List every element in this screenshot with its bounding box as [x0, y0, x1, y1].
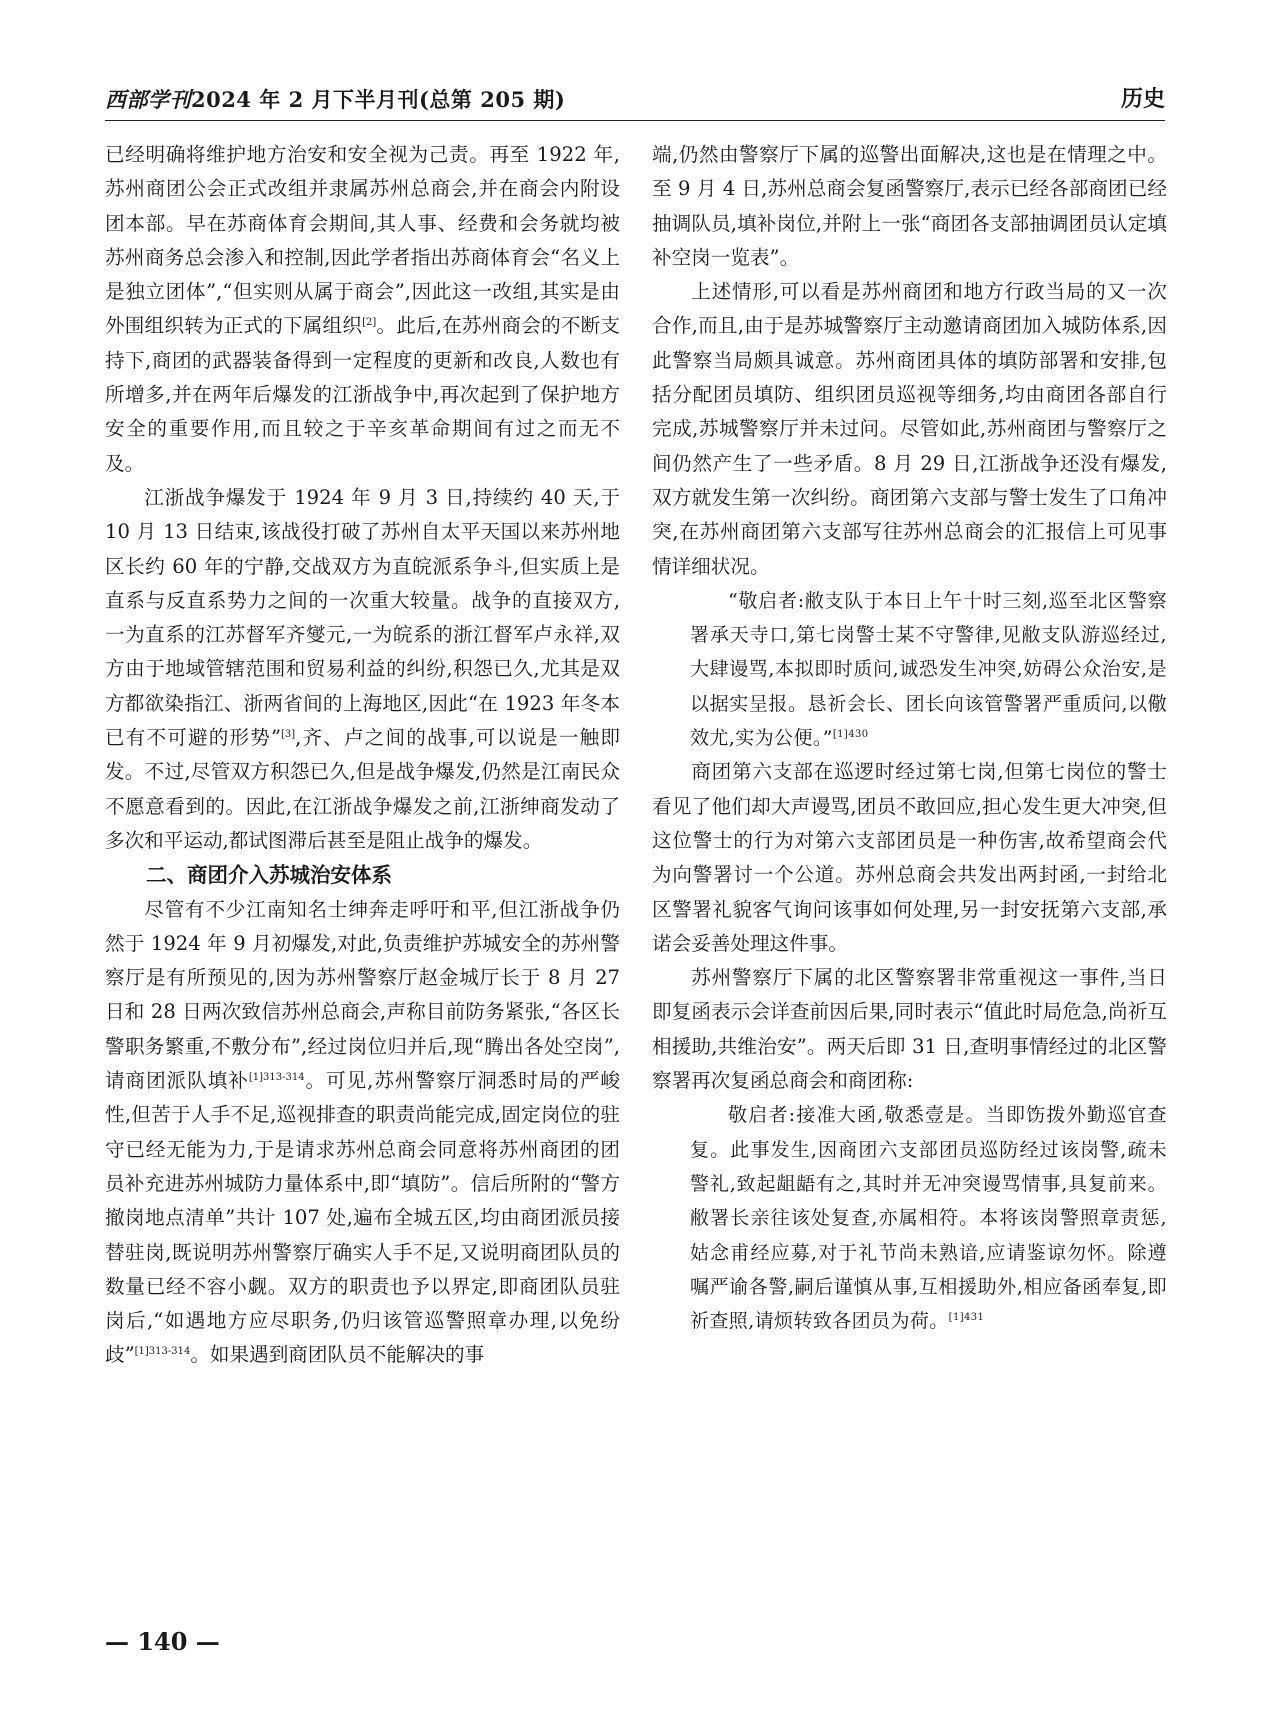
header-divider	[105, 120, 1165, 121]
paragraph: 已经明确将维护地方治安和安全视为己责。再至 1922 年,苏州商团公会正式改组并隶属苏州总商会,并在商会内附设团本部。早在苏商体育会期间,其人事、经费和会务就均被苏州商务总会渗入和控制,因此学者指出苏商体育会“名义上是独立团体”,“但实则从属于商会”,因此这一改组,其实是由外围组织转为正式的下属组织[2]。此后,在苏州商会的不断支持下,商团的武器装备得到一定程度的更新和改良,人数也有所增多,并在两年后爆发的江浙战争中,再次起到了保护地方安全的重要作用,而且较之于辛亥革命期间有过之而无不及。	[105, 143, 620, 475]
paragraph: 尽管有不少江南知名士绅奔走呼吁和平,但江浙战争仍然于 1924 年 9 月初爆发,对此,负责维护苏城安全的苏州警察厅是有所预见的,因为苏州警察厅赵金城厅长于 8 月 27 日和 28 日两次致信苏州总商会,声称目前防务紧张,“各区长警职务繁重,不敷分布”,经过岗位归并后,现“腾出各处空岗”,请商团派队填补$^{[1]313-314}$。可见,苏州警察厅洞悉时局的严峻性,但苦于人手不足,巡视排查的职责尚能完成,固定岗位的驻守已经无能为力,于是请求苏州总商会同意将苏州商团的团员补充进苏州城防力量体系中,即“填防”。信后所附的“警方撤岗地点清单”共计 107 处,遍布全城五区,均由商团派员接替驻岗,既说明苏州警察厅确实人手不足,又说明商团队员的数量已经不容小觑。双方的职责也予以界定,即商团队员驻岗后,“如遇地方应尽职务,仍归该管巡警照章办理,以免纷歧”$^{[1]313-314}$。如果遇到商团队员不能解决的事	[105, 897, 621, 1367]
citation-ref: [1]430	[832, 729, 869, 741]
paragraph: 商团第六支部在巡逻时经过第七岗,但第七岗位的警士看见了他们却大声谩骂,团员不敢回应,担心发生更大冲突,但这位警士的行为对第六支部团员是一种伤害,故希望商会代为向警署讨一个公道。苏州总商会共发出两封函,一封给北区警署礼貌客气询问该事如何处理,另一封安抚第六支部,承诺会妥善处理这件事。	[652, 760, 1167, 955]
citation-ref: [1]313-314	[134, 1346, 191, 1358]
paragraph: 江浙战争爆发于 1924 年 9 月 3 日,持续约 40 天,于 10 月 13 日结束,该战役打破了苏州自太平天国以来苏州地区长约 60 年的宁静,交战双方为直皖派系争斗,但实质上是直系与反直系势力之间的一次重大较量。战争的直接双方,一为直系的江苏督军齐燮元,一为皖系的浙江督军卢永祥,双方由于地域管辖范围和贸易利益的纠纷,积怨已久,尤其是双方都欲染指江、浙两省间的上海地区,因此“在 1923 年冬本已有不可避的形势”[3],齐、卢之间的战事,可以说是一触即发。不过,尽管双方积怨已久,但是战争爆发,仍然是江南民众不愿意看到的。因此,在江浙战争爆发之前,江浙绅商发动了多次和平运动,都试图滞后甚至是阻止战争的爆发。	[105, 485, 620, 852]
paragraph: 端,仍然由警察厅下属的巡警出面解决,这也是在情理之中。至 9 月 4 日,苏州总商会复函警察厅,表示已经各部商团已经抽调队员,填补岗位,并附上一张“商团各支部抽调团员认定填补空岗一览表”。	[652, 143, 1167, 269]
citation-ref: [3]	[281, 729, 296, 741]
running-header	[105, 78, 1165, 118]
paragraph: 上述情形,可以看是苏州商团和地方行政当局的又一次合作,而且,由于是苏城警察厅主动邀请商团加入城防体系,因此警察当局颇具诚意。苏州商团具体的填防部署和安排,包括分配团员填防、组织团员巡视等细务,均由商团各部自行完成,苏城警察厅并未过问。尽管如此,苏州商团与警察厅之间仍然产生了一些矛盾。8 月 29 日,江浙战争还没有爆发,双方就发生第一次纠纷。商团第六支部与警士发生了口角冲突,在苏州商团第六支部写往苏州总商会的汇报信上可见事情详细状况。	[652, 280, 1167, 578]
journal-title	[105, 84, 565, 114]
block-quote: 敬启者:接准大函,敬悉壹是。当即饬拨外勤巡官查复。此事发生,因商团六支部团员巡防经过该岗警,疏未警礼,致起龃龉有之,其时并无冲突谩骂情事,具复前来。敝署长亲往该处复查,亦属相符。本将该岗警照章责惩,姑念甫经应募,对于礼节尚未熟谙,应请鉴谅勿怀。除遵嘱严谕各警,嗣后谨慎从事,互相援助外,相应备函奉复,即祈查照,请烦转致各团员为荷。$^{[1]431}$	[690, 1104, 1167, 1333]
citation-ref: [2]	[362, 317, 377, 329]
right-column	[652, 138, 1167, 1338]
left-column	[105, 138, 620, 1373]
paragraph: 苏州警察厅下属的北区警察署非常重视这一事件,当日即复函表示会详查前因后果,同时表示“值此时局危急,尚祈互相援助,共维治安”。两天后即 31 日,查明事情经过的北区警察署再次复函总商会和商团称:	[652, 966, 1167, 1093]
journal-logo: 西部学刊	[105, 87, 191, 112]
section-heading: 二、商团介入苏城治安体系	[146, 863, 392, 888]
block-quote: “敬启者:敝支队于本日上午十时三刻,巡至北区警察署承天寺口,第七岗警士某不守警律,见敝支队游巡经过,大肆谩骂,本拟即时质问,诚恐发生冲突,妨碍公众治安,是以据实呈报。恳祈会长、团长向该管警署严重质问,以儆效尤,实为公便。”$^{[1]430}$	[690, 589, 1167, 750]
citation-ref: [1]313-314	[248, 1072, 305, 1084]
section-name: 历史	[1120, 87, 1165, 112]
page-number: — 140 —	[105, 1627, 220, 1656]
citation-ref: [1]431	[948, 1312, 985, 1324]
issue-info: 2024 年 2 月下半月刊(总第 205 期)	[191, 87, 566, 112]
